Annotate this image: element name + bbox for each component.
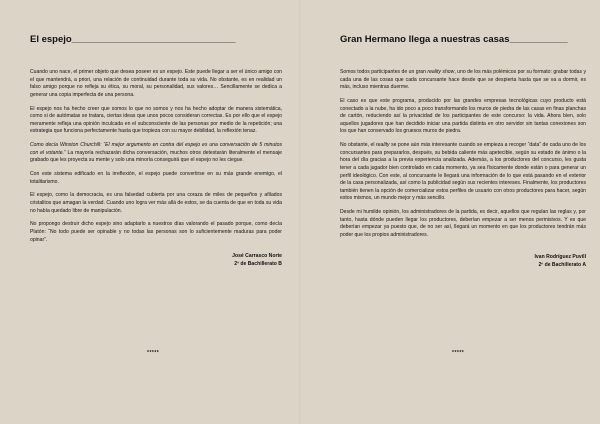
text-run: Con este sistema edificado en la irreflexión, el espejo puede convertirse en su más grande enemigo, el totalitarismo. (30, 171, 282, 185)
paragraph (30, 221, 282, 244)
page-mark: ***** (452, 350, 465, 356)
text-run: El caso es que este programa, producido por las grandes empresas tecnológicas cuyo producto está conectado a la nube, ha ido poco a poco transformando los muros de piedra de las casas en finas planchas de cartón, reduciendo así la privacidad de los participantes de este concurso: la vida. Ahora bien, solo aquellos jugadores que han decidido iniciar una partida distinta en otro servidor sin tantas conexiones son los que han conservado los gruesos muros de piedra. (340, 97, 586, 135)
author-course: 2º de Bachillerato A (538, 262, 586, 269)
paragraph (340, 98, 586, 136)
text-run: No obstante, el (340, 142, 376, 149)
paragraph (30, 192, 282, 215)
paragraph (340, 142, 586, 203)
italic-text: reality show (427, 69, 455, 75)
paragraph (340, 69, 586, 92)
text-run: El espejo, como la democracia, es una falsedad cubierta por una coraza de miles de pequeños y afilados cristalitos que amagan la verdad. Cuando uno logra ver más allá de estos, se da cuenta de que en toda su vida no había quedado libre de manipulación. (30, 192, 282, 214)
article-title-el-espejo: El espejo_______________________________ (30, 34, 236, 45)
text-run: Desde mi humilde opinión, los administradores de la partida, es decir, aquellos que regulan las reglas y, por tanto, hasta dónde pueden llegar los productores, deberían empezar a ser menos permisivos. Y es que deberían empezar ya puesto que, de no ser así, llegará un momento en que los productores tendrán más poder que los propios administradores. (340, 209, 586, 238)
paragraph (30, 142, 282, 165)
text-run: Somos todos participantes de un gran (340, 69, 428, 75)
text-run: , uno de los más polémicos por su formato: grabar todas y cada una de las cosas que cada concursante hace desde que se despierta hasta que se va a dormir, es más, incluso mientras duerme. (340, 69, 586, 91)
text-run: El espejo nos ha hecho creer que somos lo que no somos y nos ha hecho adoptar de manera sistemática, como si de autómatas se tratara, ciertas ideas que unos pocos consideran correctas. Es por ello que el espejo meramente refleja una opinión inculcada en el subconsciente de las personas por medio de la repetición; una estrategia que funciona perfectamente hasta que tropieza con su mayor debilidad, la reflexión tenaz. (30, 105, 282, 135)
paragraph (30, 171, 282, 186)
paragraph (340, 209, 586, 239)
right-page (300, 0, 600, 424)
article-body-left (30, 69, 282, 244)
article-body-right (340, 69, 586, 239)
author-name: José Carrasco Norte (232, 253, 282, 260)
signature-block (340, 253, 586, 269)
italic-text: Como decía Winston Churchill: “El mejor argumento en contra del espejo es una conversación de 5 minutos con el votante.” (30, 142, 282, 156)
text-run: se pone aún más interesante cuando se empieza a recoger “data” de cada uno de los concursantes para prepararlos, después, su bebida caliente más apetecible, según su estado de ánimo o la hora del día gracias a la previa experiencia analizada. Además, a los productores del concurso, les gusta tener a cada jugador bien controlado en cada momento, ya sea físicamente donde están o para generar un perfil ideológico. Con este, al concursante le llegará una información de lo que está pasando en el exterior de la casa personalizada, así como la publicidad según sus recientes intereses. Finalmente, los productores también tienen la opción de comercializar estos perfiles de usuario con otros productores para hacer, según estos mismos, un mundo mejor y más sencillo. (340, 142, 586, 202)
italic-text: reality (375, 142, 390, 149)
paragraph (30, 69, 282, 99)
author-course: 2º de Bachillerato B (234, 261, 282, 268)
signature-block (30, 252, 282, 268)
page-mark: ***** (147, 350, 160, 356)
paragraph (30, 106, 282, 136)
text-run: No propongo destruir dicho espejo sino adaptarlo a nuestros días valorando el pasado porque, como decía Platón: “No todo puede ser opinable y no todas las personas son lo suficientemente maduras para poder opinar”. (30, 221, 282, 243)
author-name: Ivan Rodríguez Puvill (534, 254, 586, 261)
text-run: La mayoría rechazarán dicha conversación, muchos otros detestarán literalmente el mensaje grabado que les proyecta su mente y solo una minoría conseguirá que el espejo no les ciegue. (30, 149, 282, 164)
article-title-gran-hermano: Gran Hermano llega a nuestras casas___________ (340, 34, 568, 45)
text-run: Cuando uno nace, el primer objeto que desea poseer es un espejo. Este puede llegar a ser el único amigo con el que mantendrá, a priori, una relación de continuidad durante toda su vida. No obstante, es en realidad un falso amigo porque no refleja su ética, su moral, su personalidad, sus valores… Sencillamente se dedica a generar una copia imperfecta de una persona. (30, 69, 282, 98)
